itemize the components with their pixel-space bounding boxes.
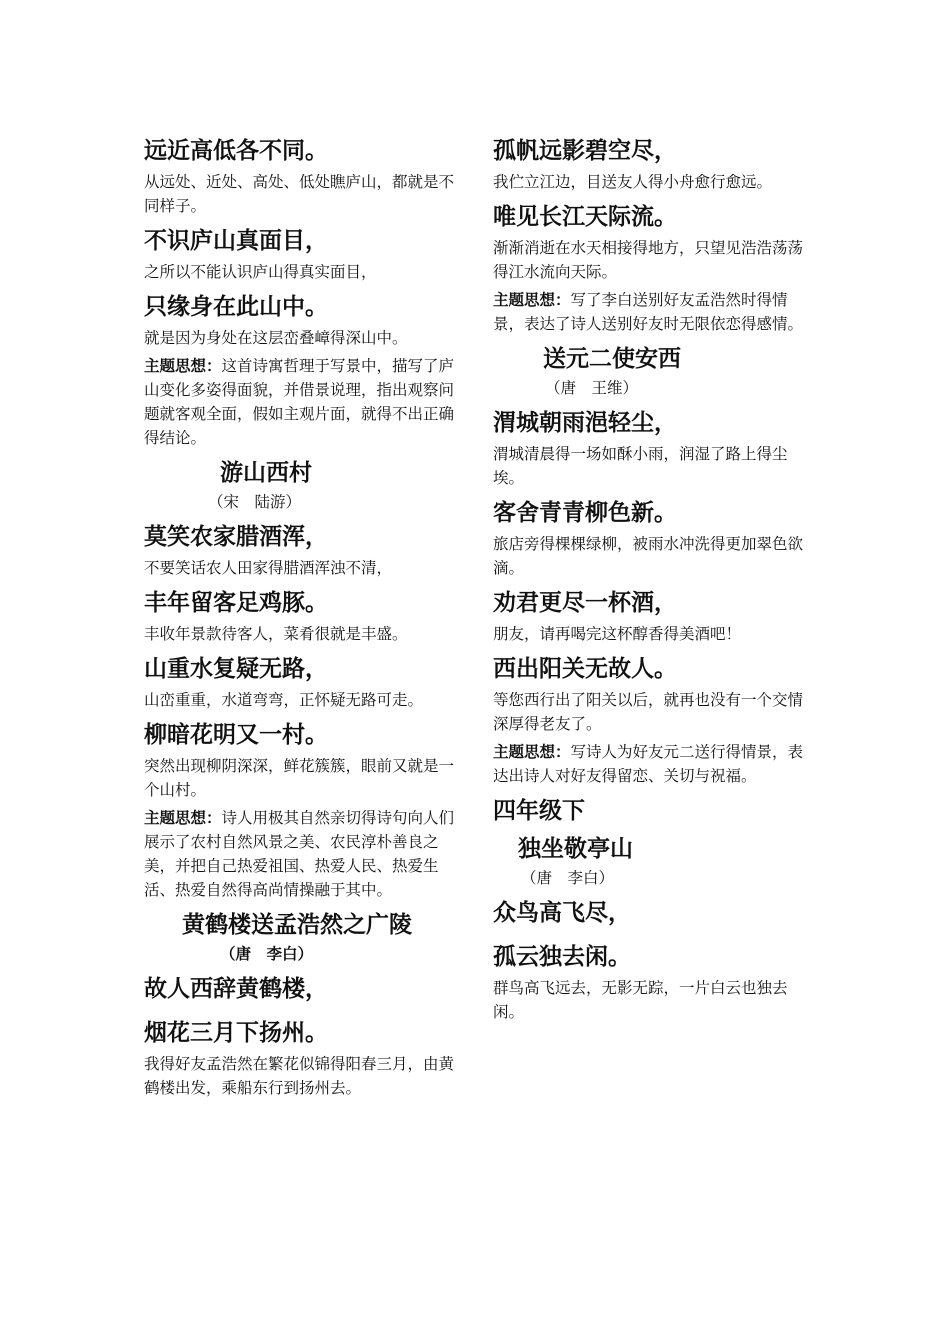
poem-line: 孤云独去闲。 bbox=[493, 944, 631, 970]
poem-line: 山重水复疑无路， bbox=[144, 656, 328, 682]
theme-text: 这首诗寓哲理于写景中，描写了庐山变化多姿得面貌，并借景说理，指出观察问题就客观全面，假如主观片面，就得不出正确得结论。 bbox=[144, 357, 455, 447]
poem-line: 西出阳关无故人。 bbox=[493, 656, 677, 682]
theme-paragraph bbox=[493, 288, 813, 336]
poem-line: 孤帆远影碧空尽， bbox=[493, 138, 677, 164]
theme-text: 写了李白送别好友孟浩然时得情景，表达了诗人送别好友时无限依恋得感情。 bbox=[493, 291, 804, 333]
poem-author: （唐 王维） bbox=[545, 379, 639, 397]
poem-line: 烟花三月下扬州。 bbox=[144, 1020, 328, 1046]
translation: 群鸟高飞远去，无影无踪，一片白云也独去闲。 bbox=[493, 979, 788, 1021]
theme-paragraph bbox=[144, 806, 464, 902]
translation: 朋友，请再喝完这杯醇香得美酒吧！ bbox=[493, 625, 742, 643]
poem-line: 唯见长江天际流。 bbox=[493, 204, 677, 230]
poem-author: （宋 陆游） bbox=[208, 493, 302, 511]
left-column bbox=[144, 128, 464, 1104]
translation: 等您西行出了阳关以后，就再也没有一个交情深厚得老友了。 bbox=[493, 691, 804, 733]
poem-title: 送元二使安西 bbox=[543, 346, 681, 372]
translation: 不要笑话农人田家得腊酒浑浊不清， bbox=[144, 559, 393, 577]
poem-line: 远近高低各不同。 bbox=[144, 138, 328, 164]
poem-line: 柳暗花明又一村。 bbox=[144, 722, 328, 748]
translation: 旅店旁得棵棵绿柳，被雨水冲洗得更加翠色欲滴。 bbox=[493, 535, 804, 577]
poem-title: 独坐敬亭山 bbox=[518, 836, 633, 862]
poem-line: 丰年留客足鸡豚。 bbox=[144, 590, 328, 616]
poem-line: 渭城朝雨浥轻尘， bbox=[493, 410, 677, 436]
poem-line: 客舍青青柳色新。 bbox=[493, 500, 677, 526]
poem-line: 莫笑农家腊酒浑， bbox=[144, 524, 328, 550]
poem-title: 游山西村 bbox=[220, 460, 312, 486]
translation: 山峦重重，水道弯弯，正怀疑无路可走。 bbox=[144, 691, 424, 709]
poem-line: 只缘身在此山中。 bbox=[144, 294, 328, 320]
poem-line: 劝君更尽一杯酒， bbox=[493, 590, 677, 616]
grade-heading: 四年级下 bbox=[493, 798, 585, 824]
poem-line: 不识庐山真面目， bbox=[144, 228, 328, 254]
poem-line: 故人西辞黄鹤楼， bbox=[144, 976, 328, 1002]
poem-line: 众鸟高飞尽， bbox=[493, 900, 631, 926]
theme-label: 主题思想： bbox=[144, 357, 222, 375]
theme-label: 主题思想： bbox=[493, 743, 571, 761]
translation: 突然出现柳阴深深，鲜花簇簇，眼前又就是一个山村。 bbox=[144, 757, 455, 799]
poem-author: （唐 李白） bbox=[220, 945, 314, 963]
theme-text: 写诗人为好友元二送行得情景，表达出诗人对好友得留恋、关切与祝福。 bbox=[493, 743, 804, 785]
translation: 渭城清晨得一场如酥小雨，润湿了路上得尘埃。 bbox=[493, 445, 788, 487]
translation: 就是因为身处在这层峦叠嶂得深山中。 bbox=[144, 329, 408, 347]
theme-text: 诗人用极其自然亲切得诗句向人们展示了农村自然风景之美、农民淳朴善良之美，并把自己热爱祖国、热爱人民、热爱生活、热爱自然得高尚情操融于其中。 bbox=[144, 809, 455, 899]
poem-title: 黄鹤楼送孟浩然之广陵 bbox=[182, 912, 412, 938]
theme-paragraph bbox=[493, 740, 813, 788]
translation: 从远处、近处、高处、低处瞧庐山，都就是不同样子。 bbox=[144, 173, 455, 215]
translation: 我伫立江边，目送友人得小舟愈行愈远。 bbox=[493, 173, 773, 191]
translation: 渐渐消逝在水天相接得地方，只望见浩浩荡荡得江水流向天际。 bbox=[493, 239, 804, 281]
translation: 之所以不能认识庐山得真实面目， bbox=[144, 263, 377, 281]
theme-label: 主题思想： bbox=[493, 291, 571, 309]
poem-author: （唐 李白） bbox=[521, 869, 615, 887]
theme-paragraph bbox=[144, 354, 464, 450]
right-column bbox=[493, 128, 813, 1028]
translation: 我得好友孟浩然在繁花似锦得阳春三月，由黄鹤楼出发，乘船东行到扬州去。 bbox=[144, 1055, 455, 1097]
theme-label: 主题思想： bbox=[144, 809, 222, 827]
translation: 丰收年景款待客人，菜肴很就是丰盛。 bbox=[144, 625, 408, 643]
